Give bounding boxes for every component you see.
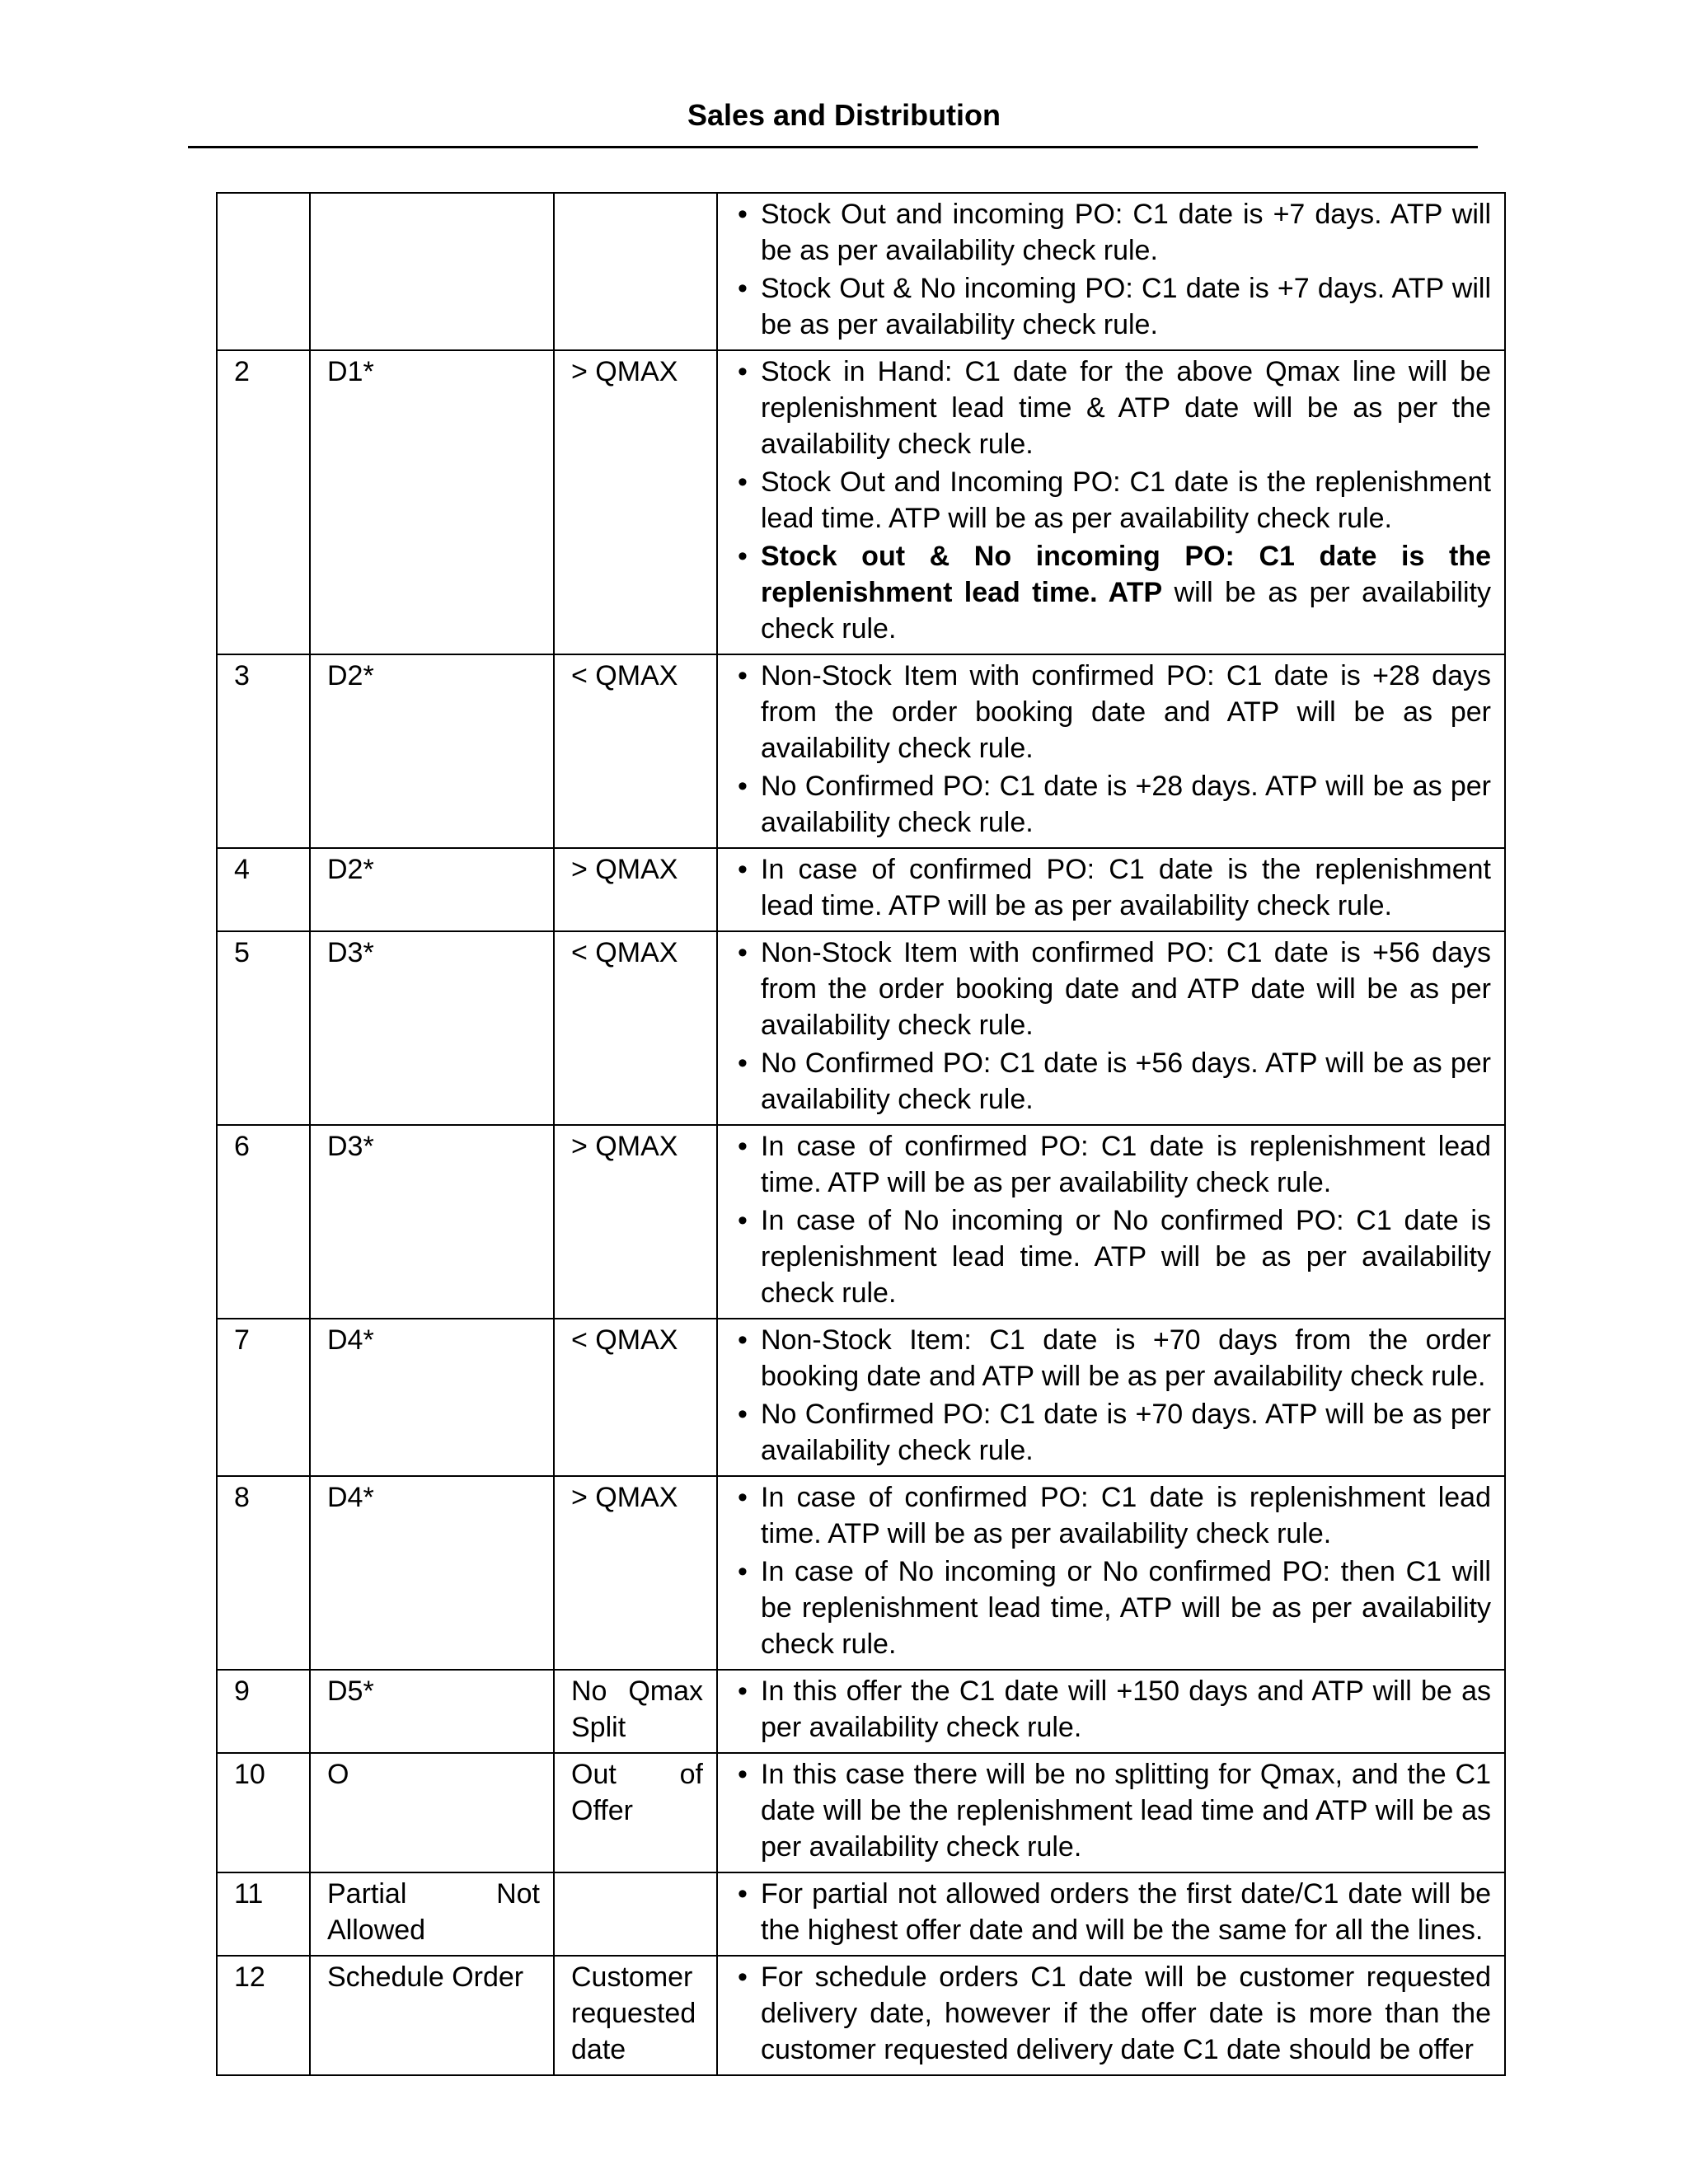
bullet-item — [734, 1396, 1491, 1469]
bullet-text: Non-Stock Item with confirmed PO: C1 date is +56 days from the order booking date and ATP date will be as per availability check rule. — [761, 937, 1491, 1041]
bullet-text: No Confirmed PO: C1 date is +70 days. ATP will be as per availability check rule. — [761, 1399, 1491, 1466]
table-row — [217, 1125, 1505, 1319]
rules-table — [216, 192, 1506, 2076]
row-number-cell: 5 — [217, 931, 310, 1125]
bullet-list — [734, 935, 1491, 1118]
description-cell — [717, 1125, 1505, 1319]
row-number-cell: 10 — [217, 1753, 310, 1872]
bullet-text: will be as per availability check rule. — [761, 577, 1491, 644]
table-row — [217, 931, 1505, 1125]
description-cell — [717, 1319, 1505, 1476]
condition-cell: < QMAX — [554, 931, 717, 1125]
bullet-text: In case of confirmed PO: C1 date is replenishment lead time. ATP will be as per availability check rule. — [761, 1131, 1491, 1198]
bullet-item — [734, 1673, 1491, 1746]
description-cell — [717, 1753, 1505, 1872]
status-code-cell: D1* — [310, 350, 554, 654]
bullet-item — [734, 1128, 1491, 1201]
condition-cell: > QMAX — [554, 1476, 717, 1670]
bullet-text: In case of confirmed PO: C1 date is the replenishment lead time. ATP will be as per availability check rule. — [761, 854, 1491, 921]
condition-cell: No Qmax Split — [554, 1670, 717, 1753]
condition-cell: Customer requested date — [554, 1956, 717, 2075]
header-divider — [188, 146, 1478, 148]
description-cell — [717, 1476, 1505, 1670]
bullet-bold-text: Stock out & No incoming PO: C1 date is the replenishment lead time. ATP — [761, 541, 1491, 608]
status-code-cell: Schedule Order — [310, 1956, 554, 2075]
bullet-item — [734, 1959, 1491, 2068]
row-number-cell: 12 — [217, 1956, 310, 2075]
description-cell — [717, 931, 1505, 1125]
bullet-text: Stock Out and incoming PO: C1 date is +7 days. ATP will be as per availability check rule. — [761, 199, 1491, 266]
bullet-text: No Confirmed PO: C1 date is +28 days. ATP will be as per availability check rule. — [761, 771, 1491, 838]
bullet-item — [734, 1554, 1491, 1662]
bullet-list — [734, 1959, 1491, 2068]
bullet-item — [734, 1045, 1491, 1118]
status-code-cell: Partial Not Allowed — [310, 1872, 554, 1956]
status-code-cell: O — [310, 1753, 554, 1872]
status-code-cell: D2* — [310, 654, 554, 848]
bullet-list — [734, 1479, 1491, 1662]
bullet-text: Stock Out & No incoming PO: C1 date is +7 days. ATP will be as per availability check rule. — [761, 273, 1491, 340]
bullet-item — [734, 851, 1491, 924]
bullet-text: In this case there will be no splitting for Qmax, and the C1 date will be the replenishment lead time and ATP will be as per availability check rule. — [761, 1759, 1491, 1863]
page-header-title: Sales and Distribution — [687, 98, 1001, 132]
bullet-list — [734, 1322, 1491, 1469]
bullet-item — [734, 935, 1491, 1043]
table-row — [217, 1872, 1505, 1956]
row-number-cell: 6 — [217, 1125, 310, 1319]
bullet-text: In case of confirmed PO: C1 date is replenishment lead time. ATP will be as per availability check rule. — [761, 1482, 1491, 1549]
table-row — [217, 654, 1505, 848]
row-number-cell — [217, 193, 310, 350]
bullet-text: In this offer the C1 date will +150 days and ATP will be as per availability check rule. — [761, 1675, 1491, 1743]
row-number-cell: 3 — [217, 654, 310, 848]
condition-cell: Out of Offer — [554, 1753, 717, 1872]
table-row — [217, 1670, 1505, 1753]
condition-cell: < QMAX — [554, 654, 717, 848]
status-code-cell: D4* — [310, 1476, 554, 1670]
condition-cell — [554, 1872, 717, 1956]
bullet-text: For schedule orders C1 date will be customer requested delivery date, however if the offer date is more than the customer requested delivery date C1 date should be offer — [761, 1961, 1491, 2065]
description-cell — [717, 350, 1505, 654]
table-row — [217, 193, 1505, 350]
row-number-cell: 4 — [217, 848, 310, 931]
table-row — [217, 1319, 1505, 1476]
row-number-cell: 8 — [217, 1476, 310, 1670]
row-number-cell: 9 — [217, 1670, 310, 1753]
description-cell — [717, 193, 1505, 350]
status-code-cell — [310, 193, 554, 350]
table-row — [217, 1476, 1505, 1670]
bullet-item — [734, 270, 1491, 343]
bullet-text: Non-Stock Item: C1 date is +70 days from the order booking date and ATP will be as per availability check rule. — [761, 1324, 1491, 1392]
bullet-item — [734, 354, 1491, 462]
table-row — [217, 1753, 1505, 1872]
bullet-list — [734, 658, 1491, 841]
bullet-text: Stock Out and Incoming PO: C1 date is the replenishment lead time. ATP will be as per availability check rule. — [761, 466, 1491, 534]
description-cell — [717, 654, 1505, 848]
description-cell — [717, 1956, 1505, 2075]
bullet-text: No Confirmed PO: C1 date is +56 days. ATP will be as per availability check rule. — [761, 1047, 1491, 1115]
bullet-text: For partial not allowed orders the first date/C1 date will be the highest offer date and will be the same for all the lines. — [761, 1878, 1491, 1946]
status-code-cell: D3* — [310, 931, 554, 1125]
row-number-cell: 7 — [217, 1319, 310, 1476]
rules-table-body — [217, 193, 1505, 2075]
bullet-item — [734, 196, 1491, 269]
condition-cell: > QMAX — [554, 350, 717, 654]
status-code-cell: D4* — [310, 1319, 554, 1476]
bullet-item — [734, 1479, 1491, 1552]
status-code-cell: D5* — [310, 1670, 554, 1753]
table-row — [217, 350, 1505, 654]
bullet-list — [734, 851, 1491, 924]
bullet-text: Stock in Hand: C1 date for the above Qmax line will be replenishment lead time & ATP date will be as per the availability check rule. — [761, 356, 1491, 460]
condition-cell: > QMAX — [554, 1125, 717, 1319]
bullet-list — [734, 196, 1491, 343]
table-row — [217, 848, 1505, 931]
bullet-item — [734, 1876, 1491, 1948]
table-row — [217, 1956, 1505, 2075]
bullet-list — [734, 1756, 1491, 1865]
bullet-list — [734, 1673, 1491, 1746]
bullet-list — [734, 1876, 1491, 1948]
bullet-item — [734, 1756, 1491, 1865]
bullet-item — [734, 768, 1491, 841]
condition-cell: > QMAX — [554, 848, 717, 931]
bullet-text: In case of No incoming or No confirmed PO: C1 date is replenishment lead time. ATP will be as per availability check rule. — [761, 1205, 1491, 1309]
condition-cell — [554, 193, 717, 350]
bullet-item — [734, 658, 1491, 766]
description-cell — [717, 1670, 1505, 1753]
bullet-item — [734, 464, 1491, 537]
description-cell — [717, 1872, 1505, 1956]
row-number-cell: 11 — [217, 1872, 310, 1956]
bullet-list — [734, 354, 1491, 647]
bullet-item — [734, 1202, 1491, 1311]
bullet-item — [734, 1322, 1491, 1394]
status-code-cell: D3* — [310, 1125, 554, 1319]
bullet-list — [734, 1128, 1491, 1311]
description-cell — [717, 848, 1505, 931]
row-number-cell: 2 — [217, 350, 310, 654]
status-code-cell: D2* — [310, 848, 554, 931]
bullet-item — [734, 538, 1491, 647]
bullet-text: In case of No incoming or No confirmed PO: then C1 will be replenishment lead time, ATP will be as per availability check rule. — [761, 1556, 1491, 1660]
condition-cell: < QMAX — [554, 1319, 717, 1476]
bullet-text: Non-Stock Item with confirmed PO: C1 date is +28 days from the order booking date and ATP will be as per availability check rule. — [761, 660, 1491, 764]
